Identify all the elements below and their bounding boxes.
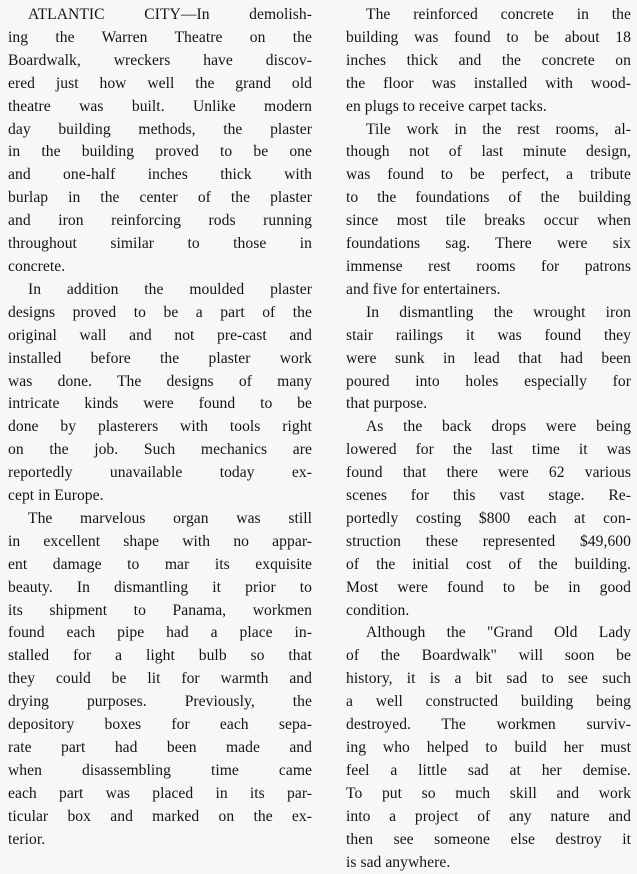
text-line: designs proved to be a part of the — [8, 303, 312, 321]
text-line: on the job. Such mechanics are — [8, 441, 312, 459]
text-line: then see someone else destroy it — [346, 830, 631, 848]
text-line: rate part had been made and — [8, 739, 312, 756]
text-line: concrete. — [8, 257, 66, 275]
text-line: portedly costing $800 each at con- — [346, 509, 631, 527]
text-line: en plugs to receive carpet tacks. — [346, 97, 547, 115]
text-line: condition. — [346, 601, 410, 619]
text-line: The marvelous organ was still — [28, 509, 312, 527]
text-line: in excellent shape with no appar- — [8, 532, 312, 550]
text-line: foundations sag. There were six — [346, 235, 631, 253]
text-line: into a project of any nature and — [346, 807, 631, 825]
text-line: throughout similar to those in — [8, 235, 312, 253]
text-line: ent damage to mar its exquisite — [8, 555, 312, 573]
text-line: though not of last minute design, — [346, 143, 631, 161]
text-line: its shipment to Panama, workmen — [8, 601, 312, 619]
text-line: cept in Europe. — [8, 487, 104, 505]
text-line: lowered for the last time it was — [346, 441, 631, 459]
text-line: of the initial cost of the building. — [346, 555, 631, 573]
text-line: struction these represented $49,600 — [346, 532, 631, 550]
text-line: when disassembling time came — [8, 761, 312, 779]
article-paragraph — [346, 622, 631, 874]
text-line: installed before the plaster work — [8, 349, 312, 367]
right-column — [336, 4, 631, 871]
text-line: Most were found to be in good — [346, 578, 631, 596]
text-line: done by plasterers with tools right — [8, 418, 312, 436]
text-line: stalled for a light bulb so that — [8, 647, 312, 665]
text-line: that purpose. — [346, 395, 428, 413]
article-paragraph — [8, 279, 312, 508]
text-line: terior. — [8, 830, 46, 848]
text-line: To put so much skill and work — [346, 784, 631, 802]
text-line: As the back drops were being — [366, 418, 631, 436]
article-paragraph — [8, 4, 312, 279]
text-line: and one-half inches thick with — [8, 166, 312, 184]
text-line: in the building proved to be one — [8, 143, 312, 161]
text-line: building was found to be about 18 — [346, 28, 631, 46]
text-line: scenes for this vast stage. Re- — [346, 487, 631, 505]
text-line: to the foundations of the building — [346, 189, 631, 207]
text-line: Tile work in the rest rooms, al- — [366, 120, 631, 138]
text-line: Boardwalk, wreckers have discov- — [8, 51, 312, 69]
text-line: theatre was built. Unlike modern — [8, 97, 312, 115]
text-line: beauty. In dismantling it prior to — [8, 578, 312, 596]
text-line: the floor was installed with wood- — [346, 74, 631, 92]
text-line: of the Boardwalk" will soon be — [346, 647, 631, 665]
text-line: burlap in the center of the plaster — [8, 189, 312, 207]
text-line: was done. The designs of many — [8, 372, 312, 390]
article-paragraph — [346, 416, 631, 622]
text-line: day building methods, the plaster — [8, 120, 312, 138]
text-line: poured into holes especially for — [346, 372, 631, 390]
text-line: ered just how well the grand old — [8, 74, 312, 92]
text-line: original wall and not pre-cast and — [8, 326, 312, 344]
text-line: immense rest rooms for patrons — [346, 257, 631, 275]
text-line: was found to be perfect, a tribute — [346, 166, 631, 184]
text-line: intricate kinds were found to be — [8, 395, 312, 413]
text-line: a well constructed building being — [346, 693, 631, 711]
text-line: ing who helped to build her must — [346, 739, 631, 756]
text-line: destroyed. The workmen surviv- — [346, 716, 631, 734]
text-line: ATLANTIC CITY—In demolish- — [28, 6, 312, 23]
text-line: found that there were 62 various — [346, 464, 631, 482]
article-paragraph — [8, 508, 312, 852]
text-line: depository boxes for each sepa- — [8, 716, 312, 734]
text-line: stair railings it was found they — [346, 326, 631, 344]
text-line: found each pipe had a place in- — [8, 624, 312, 642]
text-line: is sad anywhere. — [346, 853, 451, 871]
text-line: they could be lit for warmth and — [8, 670, 312, 688]
text-line: since most tile breaks occur when — [346, 212, 631, 230]
text-line: In dismantling the wrought iron — [366, 303, 631, 321]
text-line: drying purposes. Previously, the — [8, 693, 312, 711]
article-paragraph — [346, 119, 631, 302]
article-paragraph — [346, 302, 631, 417]
text-line: The reinforced concrete in the — [366, 6, 631, 23]
text-line: inches thick and the concrete on — [346, 51, 631, 69]
text-line: were sunk in lead that had been — [346, 349, 631, 367]
text-line: Although the "Grand Old Lady — [366, 624, 631, 642]
left-column — [4, 4, 314, 848]
text-line: ing the Warren Theatre on the — [8, 28, 312, 46]
text-line: each part was placed in its par- — [8, 784, 312, 802]
text-line: and five for entertainers. — [346, 280, 501, 298]
text-line: and iron reinforcing rods running — [8, 212, 312, 230]
text-line: feel a little sad at her demise. — [346, 761, 631, 779]
text-line: reportedly unavailable today ex- — [8, 464, 312, 482]
text-line: ticular box and marked on the ex- — [8, 807, 312, 825]
article-paragraph — [346, 4, 631, 119]
text-line: In addition the moulded plaster — [28, 280, 312, 298]
text-line: history, it is a bit sad to see such — [346, 670, 631, 688]
